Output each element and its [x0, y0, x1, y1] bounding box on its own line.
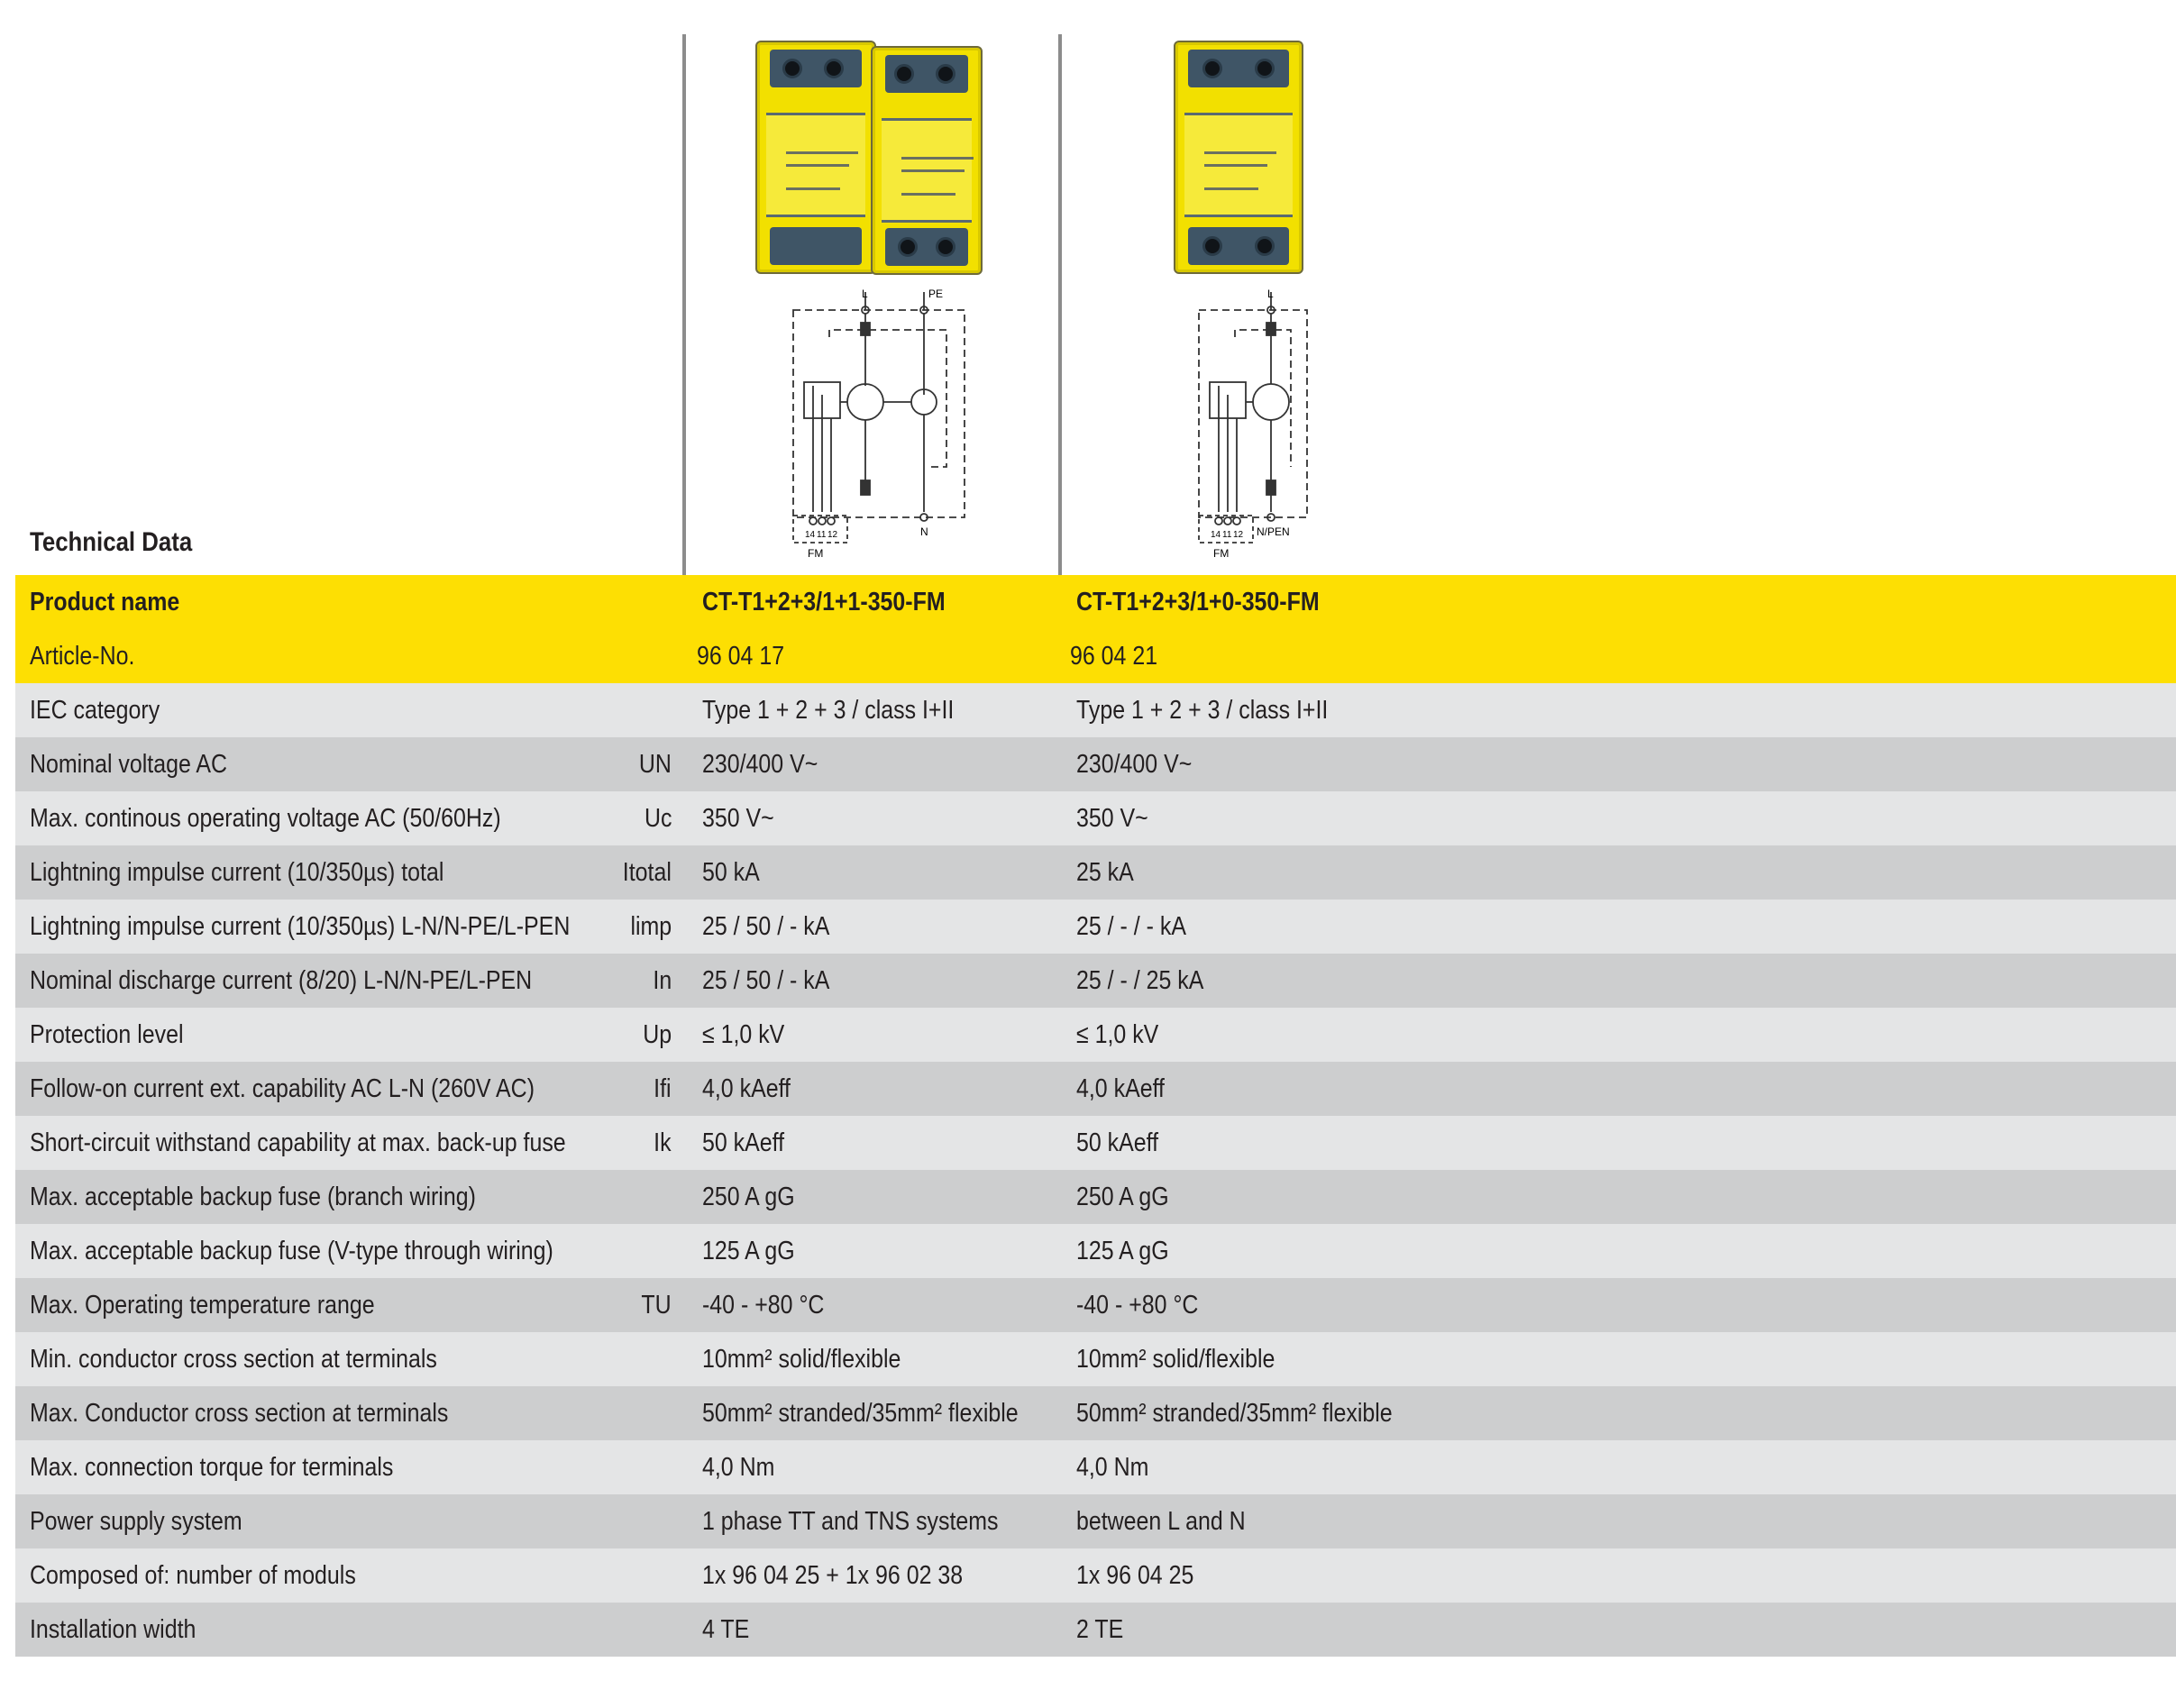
- value-product-2: 2 TE: [1076, 1615, 1124, 1644]
- schem1-t12: 12: [827, 530, 838, 540]
- value-product-2: 350 V~: [1076, 804, 1148, 833]
- value-product-2: 10mm² solid/flexible: [1076, 1345, 1275, 1374]
- section-title: Technical Data: [30, 527, 193, 557]
- value-product-1: 25 / 50 / - kA: [702, 966, 830, 995]
- row-symbol: UN: [638, 750, 672, 779]
- value-product-2: 250 A gG: [1076, 1183, 1169, 1211]
- schem2-l-label: L: [1267, 288, 1274, 300]
- row-label: Lightning impulse current (10/350µs) total: [30, 858, 444, 887]
- value-product-2: 25 / - / 25 kA: [1076, 966, 1204, 995]
- value-product-1: 125 A gG: [702, 1237, 795, 1265]
- value-product-1: 4,0 kAeff: [702, 1074, 791, 1103]
- value-product-2: between L and N: [1076, 1507, 1246, 1536]
- row-label: Installation width: [30, 1615, 197, 1644]
- row-label: Follow-on current ext. capability AC L-N (260V AC): [30, 1074, 535, 1103]
- table-row: [15, 1170, 2176, 1224]
- value-product-1: 50mm² stranded/35mm² flexible: [702, 1399, 1019, 1428]
- row-label: Min. conductor cross section at terminals: [30, 1345, 437, 1374]
- wiring-schematic-2: [1181, 287, 1361, 566]
- header-row: [15, 629, 2176, 683]
- value-product-2: -40 - +80 °C: [1076, 1291, 1199, 1320]
- value-product-2: Type 1 + 2 + 3 / class I+II: [1076, 696, 1329, 725]
- table-row: [15, 1548, 2176, 1603]
- table-row: [15, 1386, 2176, 1440]
- schem1-t14: 14: [805, 530, 816, 540]
- schem2-t12: 12: [1233, 530, 1244, 540]
- row-symbol: In: [653, 966, 672, 995]
- value-product-2: 4,0 Nm: [1076, 1453, 1149, 1482]
- table-row: [15, 1440, 2176, 1494]
- value-product-2: 125 A gG: [1076, 1237, 1169, 1265]
- table-row: [15, 845, 2176, 900]
- row-symbol: Uc: [644, 804, 672, 833]
- module-left: [755, 41, 876, 274]
- value-product-1: 50 kA: [702, 858, 760, 887]
- value-product-1: -40 - +80 °C: [702, 1291, 825, 1320]
- row-label: Composed of: number of moduls: [30, 1561, 356, 1590]
- schem1-pe-label: PE: [928, 288, 944, 300]
- schem2-fm-label: FM: [1213, 547, 1230, 560]
- value-product-2: 230/400 V~: [1076, 750, 1193, 779]
- row-label: Max. acceptable backup fuse (V-type through wiring): [30, 1237, 553, 1265]
- table-row: [15, 1008, 2176, 1062]
- value-product-1: CT-T1+2+3/1+1-350-FM: [702, 588, 946, 617]
- table-row: [15, 791, 2176, 845]
- schem1-fm-label: FM: [808, 547, 824, 560]
- row-symbol: Itotal: [622, 858, 672, 887]
- table-row: [15, 737, 2176, 791]
- row-label: Max. continous operating voltage AC (50/60Hz): [30, 804, 501, 833]
- value-product-2: 50mm² stranded/35mm² flexible: [1076, 1399, 1393, 1428]
- schem1-n-label: N: [920, 525, 928, 538]
- table-row: [15, 1116, 2176, 1170]
- row-label: Max. Operating temperature range: [30, 1291, 375, 1320]
- module-single: [1174, 41, 1303, 274]
- value-product-1: 4,0 Nm: [702, 1453, 775, 1482]
- table-row: [15, 1224, 2176, 1278]
- value-product-2: 25 kA: [1076, 858, 1134, 887]
- value-product-1: 350 V~: [702, 804, 774, 833]
- value-product-1: 250 A gG: [702, 1183, 795, 1211]
- module-right: [871, 46, 983, 275]
- schem2-t14: 14: [1211, 530, 1221, 540]
- table-row: [15, 954, 2176, 1008]
- schem2-t11: 11: [1222, 530, 1232, 540]
- value-product-1: 25 / 50 / - kA: [702, 912, 830, 941]
- row-symbol: Ik: [654, 1128, 672, 1157]
- table-row: [15, 1278, 2176, 1332]
- row-symbol: Ifi: [654, 1074, 672, 1103]
- row-label: Power supply system: [30, 1507, 242, 1536]
- value-product-1: ≤ 1,0 kV: [702, 1020, 785, 1049]
- row-label: Max. acceptable backup fuse (branch wiring): [30, 1183, 476, 1211]
- row-label: Lightning impulse current (10/350µs) L-N/N-PE/L-PEN: [30, 912, 571, 941]
- product-image-2: [1174, 41, 1309, 275]
- table-row: [15, 1332, 2176, 1386]
- value-product-1: 10mm² solid/flexible: [702, 1345, 901, 1374]
- value-product-1: Type 1 + 2 + 3 / class I+II: [702, 696, 955, 725]
- table-row: [15, 1062, 2176, 1116]
- value-product-2: 96 04 21: [1070, 642, 1158, 671]
- value-product-2: CT-T1+2+3/1+0-350-FM: [1076, 588, 1320, 617]
- value-product-1: 1 phase TT and TNS systems: [702, 1507, 999, 1536]
- row-label: IEC category: [30, 696, 160, 725]
- value-product-2: 50 kAeff: [1076, 1128, 1159, 1157]
- value-product-1: 1x 96 04 25 + 1x 96 02 38: [702, 1561, 964, 1590]
- schem1-t11: 11: [817, 530, 827, 540]
- value-product-2: 25 / - / - kA: [1076, 912, 1186, 941]
- value-product-1: 4 TE: [702, 1615, 750, 1644]
- table-row: [15, 683, 2176, 737]
- table-row: [15, 900, 2176, 954]
- wiring-schematic-1: [775, 287, 983, 566]
- value-product-2: 4,0 kAeff: [1076, 1074, 1165, 1103]
- value-product-1: 230/400 V~: [702, 750, 818, 779]
- value-product-2: 1x 96 04 25: [1076, 1561, 1194, 1590]
- row-label: Protection level: [30, 1020, 184, 1049]
- row-symbol: limp: [630, 912, 672, 941]
- value-product-2: ≤ 1,0 kV: [1076, 1020, 1159, 1049]
- schem1-l-label: L: [862, 288, 868, 300]
- table-row: [15, 1494, 2176, 1548]
- value-product-1: 96 04 17: [697, 642, 785, 671]
- row-label: Product name: [30, 588, 180, 617]
- row-label: Nominal voltage AC: [30, 750, 228, 779]
- row-label: Article-No.: [30, 642, 135, 671]
- row-label: Max. connection torque for terminals: [30, 1453, 394, 1482]
- table-row: [15, 1603, 2176, 1657]
- row-label: Max. Conductor cross section at terminals: [30, 1399, 449, 1428]
- row-symbol: Up: [643, 1020, 672, 1049]
- product-image-1: [755, 41, 990, 275]
- row-label: Nominal discharge current (8/20) L-N/N-PE/L-PEN: [30, 966, 533, 995]
- row-label: Short-circuit withstand capability at max. back-up fuse: [30, 1128, 566, 1157]
- value-product-1: 50 kAeff: [702, 1128, 785, 1157]
- header-row: [15, 575, 2176, 629]
- row-symbol: TU: [641, 1291, 672, 1320]
- schem2-n-label: N/PEN: [1257, 525, 1290, 538]
